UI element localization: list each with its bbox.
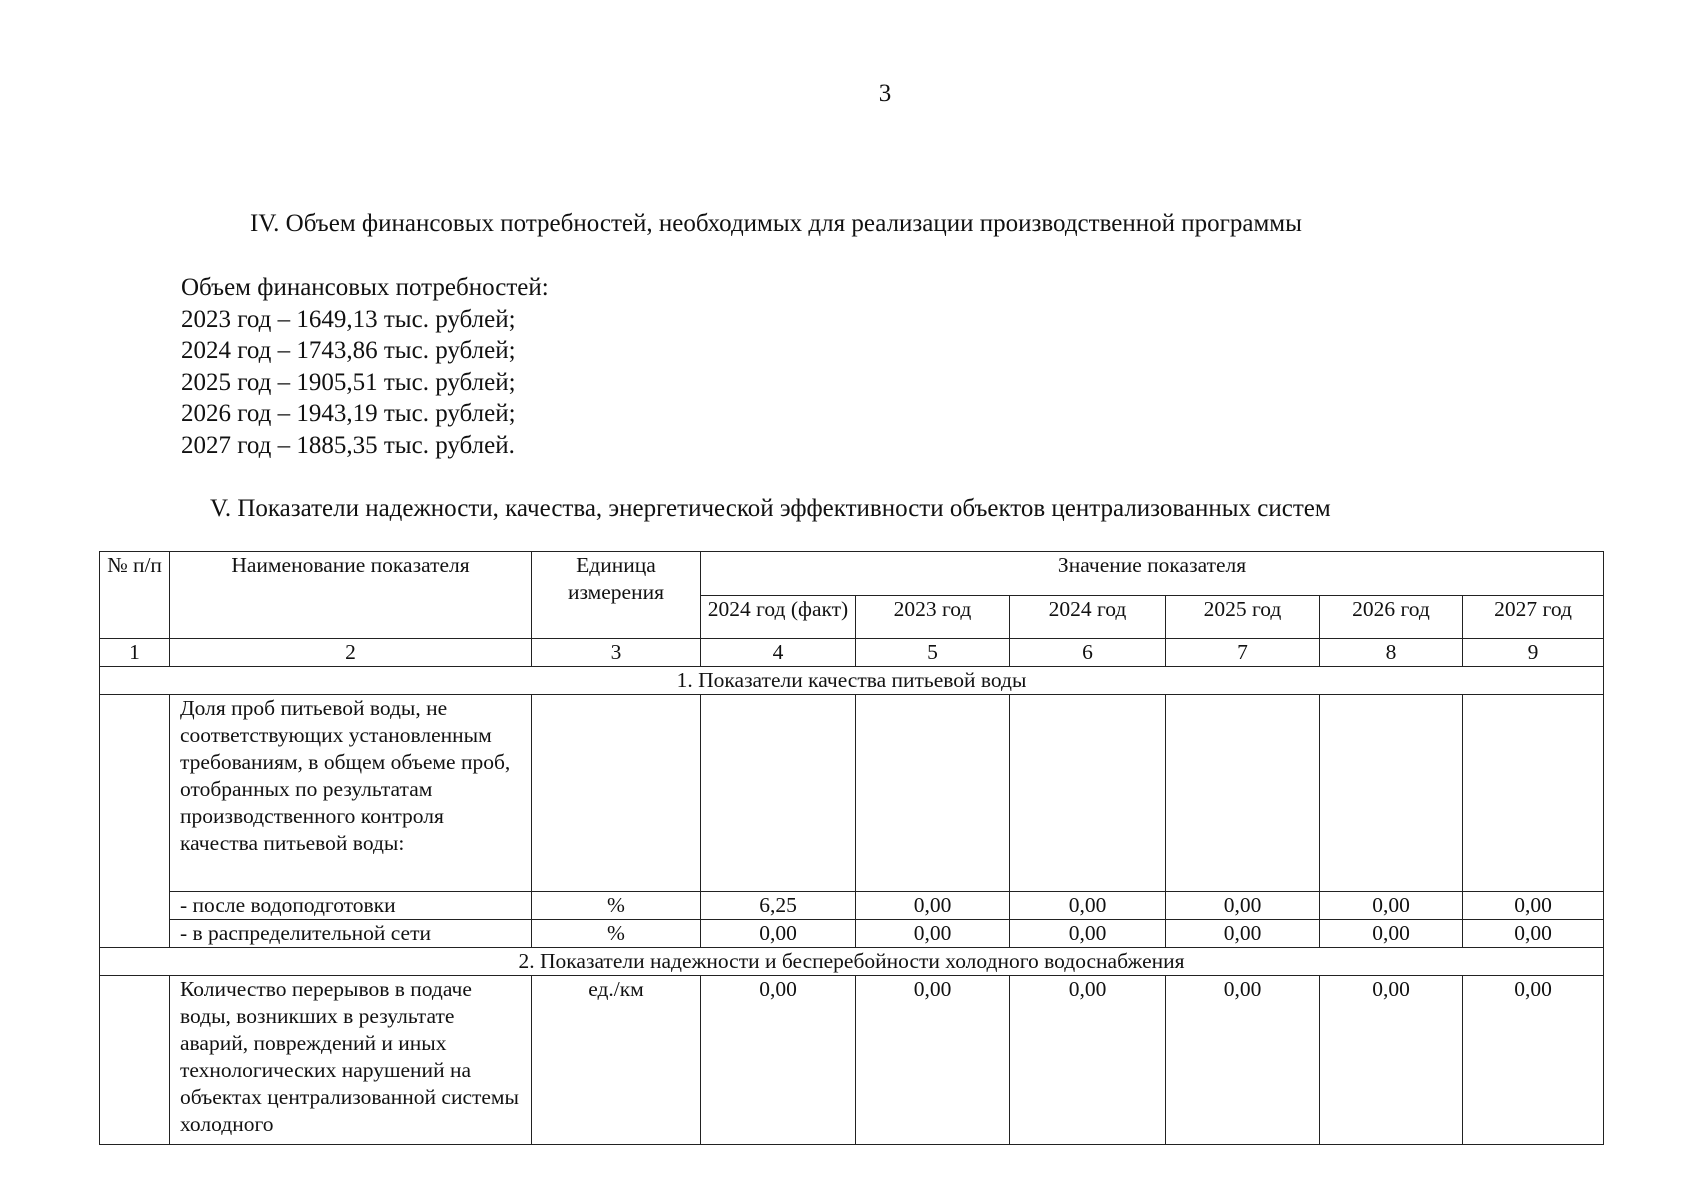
indicator-unit: %: [532, 892, 701, 920]
empty-cell: [856, 695, 1010, 892]
section-5-title: V. Показатели надежности, качества, энергетической эффективности объектов централизованных систем: [210, 495, 1331, 522]
indicator-value: 0,00: [1320, 920, 1463, 948]
indicator-value: 0,00: [1320, 892, 1463, 920]
header-year: 2027 год: [1463, 595, 1604, 639]
header-num: № п/п: [100, 552, 170, 639]
header-row: [100, 552, 1604, 596]
page-number: 3: [878, 80, 892, 107]
header-year: 2025 год: [1166, 595, 1320, 639]
indicator-value: 0,00: [1166, 976, 1320, 1145]
financial-needs-line: 2024 год – 1743,86 тыс. рублей;: [181, 337, 516, 364]
header-year: 2024 год (факт): [701, 595, 856, 639]
financial-needs-intro: Объем финансовых потребностей:: [181, 274, 549, 301]
indicator-unit: %: [532, 920, 701, 948]
financial-needs-line: 2026 год – 1943,19 тыс. рублей;: [181, 400, 516, 427]
indicator-value: 0,00: [1166, 892, 1320, 920]
header-unit: Единица измерения: [532, 552, 701, 639]
indicator-value: 0,00: [701, 976, 856, 1145]
header-year: 2023 год: [856, 595, 1010, 639]
empty-cell: [1166, 695, 1320, 892]
header-year: 2026 год: [1320, 595, 1463, 639]
column-number: 5: [856, 639, 1010, 667]
column-numbers-row: [100, 639, 1604, 667]
column-number: 1: [100, 639, 170, 667]
indicator-value: 0,00: [1320, 976, 1463, 1145]
section-2-row: [100, 948, 1604, 976]
indicator-value: 0,00: [1463, 920, 1604, 948]
row-num-cell: [100, 695, 170, 948]
indicator-value: 0,00: [1010, 920, 1166, 948]
indicator-name: - в распределительной сети: [170, 920, 532, 948]
empty-cell: [532, 695, 701, 892]
column-number: 8: [1320, 639, 1463, 667]
empty-cell: [1320, 695, 1463, 892]
section-1-title: 1. Показатели качества питьевой воды: [100, 667, 1604, 695]
financial-needs-line: 2025 год – 1905,51 тыс. рублей;: [181, 368, 516, 396]
indicator-value: 0,00: [1010, 892, 1166, 920]
indicator-value: 0,00: [1166, 920, 1320, 948]
indicator-name: - после водоподготовки: [170, 892, 532, 920]
indicator-name: Количество перерывов в подаче воды, возникших в результате аварий, повреждений и иных технологических нарушений на объектах централизованной системы холодного: [170, 976, 532, 1145]
indicators-table: [99, 551, 1604, 1145]
table-row: [100, 920, 1604, 948]
indicator-value: 0,00: [1463, 892, 1604, 920]
header-year: 2024 год: [1010, 595, 1166, 639]
indicator-value: 0,00: [1010, 976, 1166, 1145]
column-number: 6: [1010, 639, 1166, 667]
column-number: 3: [532, 639, 701, 667]
indicator-unit: ед./км: [532, 976, 701, 1145]
header-value-group: Значение показателя: [701, 552, 1604, 596]
section-1-description: Доля проб питьевой воды, не соответствующих установленным требованиям, в общем объеме проб, отобранных по результатам производственного контроля качества питьевой воды:: [170, 695, 532, 892]
financial-needs-line: 2027 год – 1885,35 тыс. рублей.: [181, 431, 515, 459]
indicator-value: 6,25: [701, 892, 856, 920]
empty-cell: [1463, 695, 1604, 892]
financial-needs-block: [181, 272, 549, 461]
financial-needs-line: 2023 год – 1649,13 тыс. рублей;: [181, 305, 516, 333]
table-row: [100, 892, 1604, 920]
section-1-row: [100, 667, 1604, 695]
section-2-title: 2. Показатели надежности и бесперебойности холодного водоснабжения: [100, 948, 1604, 976]
section-1-desc-row: [100, 695, 1604, 892]
indicator-value: 0,00: [856, 892, 1010, 920]
indicator-value: 0,00: [701, 920, 856, 948]
indicator-value: 0,00: [856, 976, 1010, 1145]
column-number: 4: [701, 639, 856, 667]
indicator-value: 0,00: [1463, 976, 1604, 1145]
empty-cell: [701, 695, 856, 892]
indicator-value: 0,00: [856, 920, 1010, 948]
empty-cell: [1010, 695, 1166, 892]
column-number: 2: [170, 639, 532, 667]
column-number: 9: [1463, 639, 1604, 667]
section-4-title: IV. Объем финансовых потребностей, необходимых для реализации производственной программы: [250, 210, 1302, 237]
row-num-cell: [100, 976, 170, 1145]
table-row: [100, 976, 1604, 1145]
column-number: 7: [1166, 639, 1320, 667]
header-name: Наименование показателя: [170, 552, 532, 639]
